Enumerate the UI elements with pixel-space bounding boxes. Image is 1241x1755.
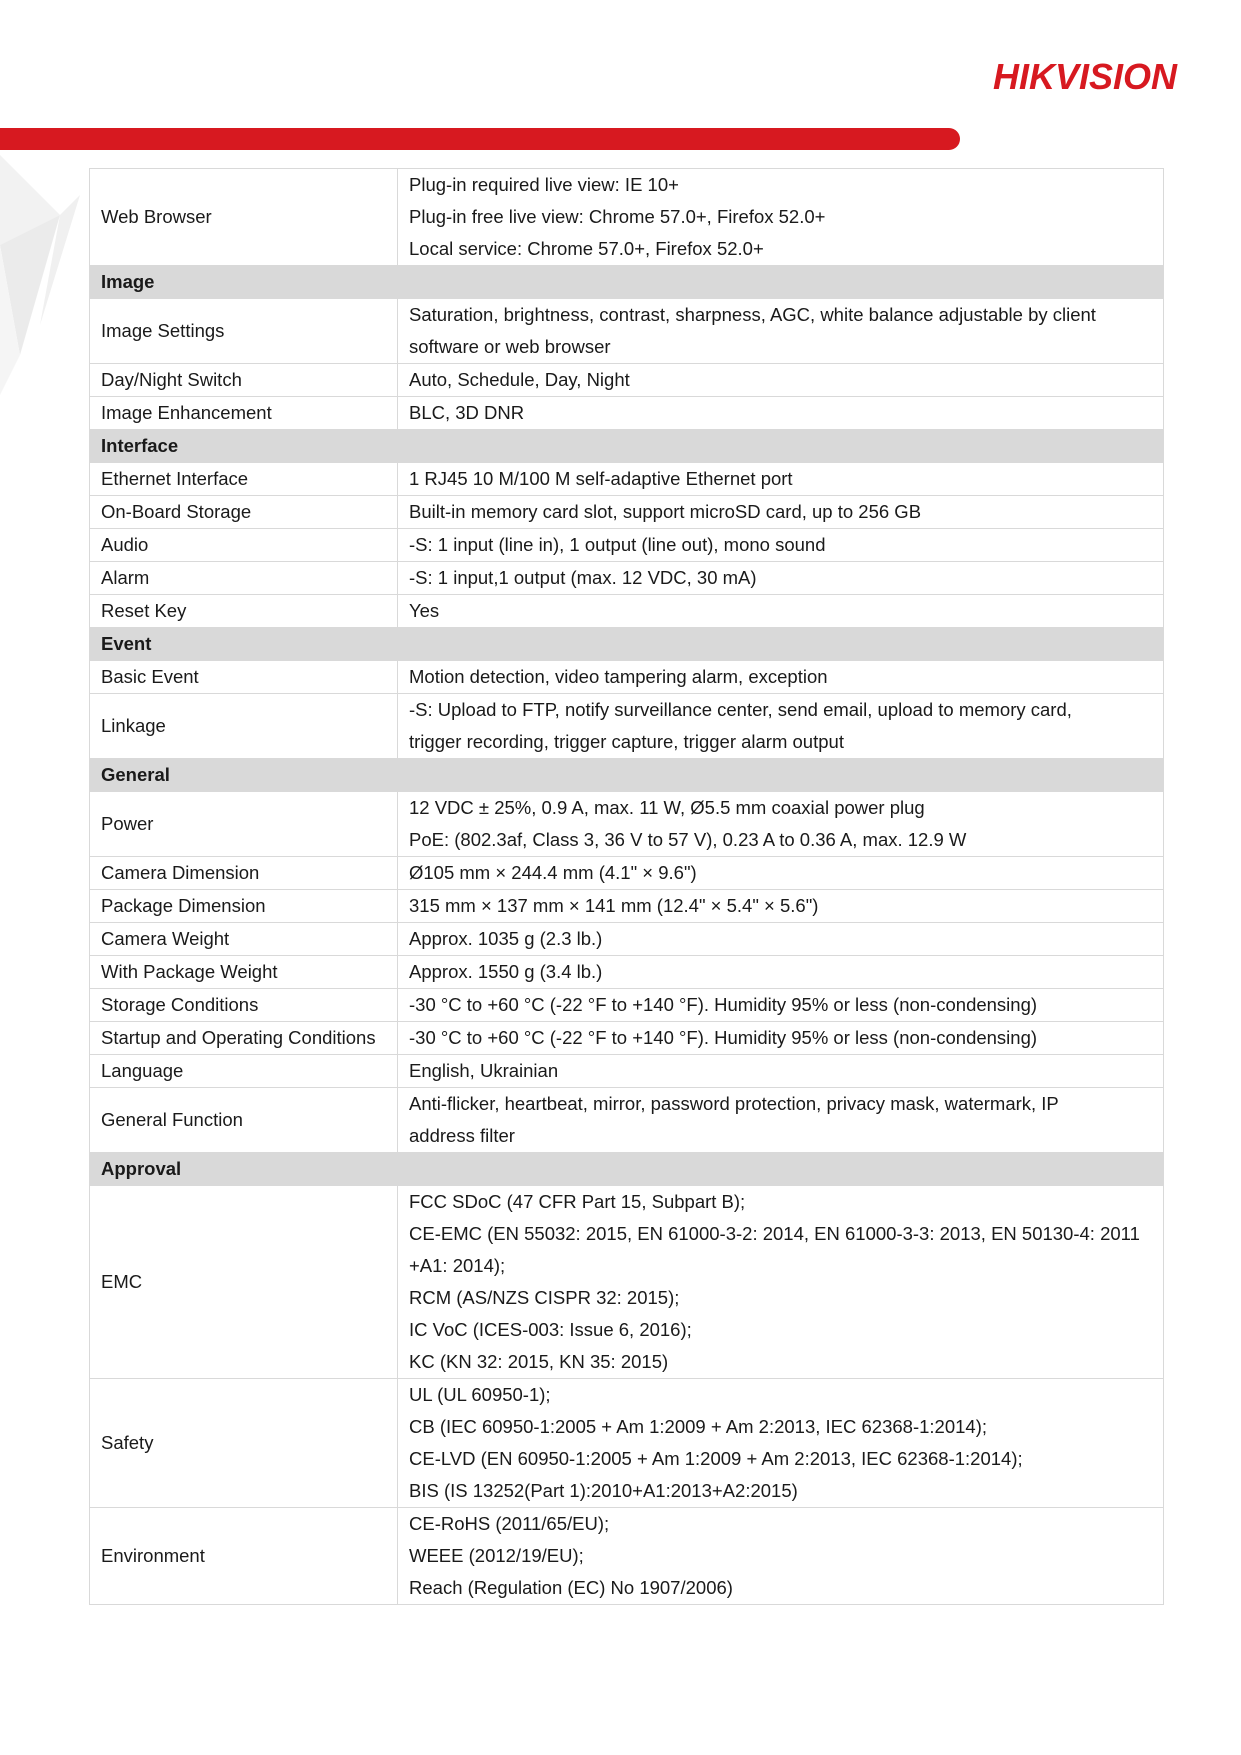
- section-title: Image: [90, 266, 1164, 299]
- spec-value-line: Ø105 mm × 244.4 mm (4.1" × 9.6"): [409, 862, 697, 883]
- header-red-bar: [0, 128, 960, 150]
- spec-value-line: Local service: Chrome 57.0+, Firefox 52.0+: [409, 238, 764, 259]
- spec-row: [90, 463, 1164, 496]
- spec-value: [398, 661, 1164, 694]
- spec-value-line: -S: 1 input (line in), 1 output (line out), mono sound: [409, 534, 826, 555]
- spec-value-line: Motion detection, video tampering alarm, exception: [409, 666, 828, 687]
- spec-value-line: FCC SDoC (47 CFR Part 15, Subpart B);: [409, 1191, 746, 1212]
- spec-value-line: English, Ukrainian: [409, 1060, 559, 1081]
- spec-value-line: 1 RJ45 10 M/100 M self-adaptive Ethernet port: [409, 468, 793, 489]
- spec-label: Safety: [90, 1379, 398, 1508]
- hikvision-logo-text: HIKVISION: [992, 56, 1177, 97]
- spec-label: Storage Conditions: [90, 989, 398, 1022]
- spec-row: [90, 595, 1164, 628]
- spec-row: [90, 1186, 1164, 1379]
- spec-value-line: 315 mm × 137 mm × 141 mm (12.4" × 5.4" × 5.6"): [409, 895, 819, 916]
- spec-value: [398, 923, 1164, 956]
- spec-value: [398, 463, 1164, 496]
- spec-value-line: RCM (AS/NZS CISPR 32: 2015);: [409, 1287, 680, 1308]
- watermark-triangles: [0, 155, 80, 395]
- spec-value: [398, 1508, 1164, 1605]
- section-header-row: [90, 430, 1164, 463]
- spec-value-line: Auto, Schedule, Day, Night: [409, 369, 630, 390]
- spec-value: [398, 1379, 1164, 1508]
- spec-row: [90, 792, 1164, 857]
- spec-value: [398, 364, 1164, 397]
- spec-value: [398, 857, 1164, 890]
- section-title: Approval: [90, 1153, 1164, 1186]
- spec-value-line: KC (KN 32: 2015, KN 35: 2015): [409, 1351, 669, 1372]
- spec-value: [398, 169, 1164, 266]
- spec-label: General Function: [90, 1088, 398, 1153]
- spec-value: [398, 529, 1164, 562]
- spec-row: [90, 661, 1164, 694]
- spec-value-line: Anti-flicker, heartbeat, mirror, password protection, privacy mask, watermark, IP: [409, 1093, 1059, 1114]
- spec-row: [90, 694, 1164, 759]
- spec-label: Image Settings: [90, 299, 398, 364]
- section-header-row: [90, 266, 1164, 299]
- spec-label: Camera Weight: [90, 923, 398, 956]
- spec-label: On-Board Storage: [90, 496, 398, 529]
- spec-label: Basic Event: [90, 661, 398, 694]
- spec-row: [90, 529, 1164, 562]
- spec-value: [398, 956, 1164, 989]
- spec-value-line: CE-LVD (EN 60950-1:2005 + Am 1:2009 + Am 2:2013, IEC 62368-1:2014);: [409, 1448, 1023, 1469]
- spec-row: [90, 496, 1164, 529]
- spec-value: [398, 299, 1164, 364]
- spec-label: Web Browser: [90, 169, 398, 266]
- spec-value-line: -S: Upload to FTP, notify surveillance center, send email, upload to memory card,: [409, 699, 1072, 720]
- spec-label: Camera Dimension: [90, 857, 398, 890]
- spec-row: [90, 397, 1164, 430]
- spec-row: [90, 890, 1164, 923]
- spec-value-line: -30 °C to +60 °C (-22 °F to +140 °F). Humidity 95% or less (non-condensing): [409, 994, 1038, 1015]
- spec-value: [398, 1088, 1164, 1153]
- spec-row: [90, 956, 1164, 989]
- specification-table: [89, 168, 1164, 1605]
- spec-value-line: CE-RoHS (2011/65/EU);: [409, 1513, 610, 1534]
- spec-row: [90, 1508, 1164, 1605]
- section-header-row: [90, 759, 1164, 792]
- spec-label: Power: [90, 792, 398, 857]
- section-header-row: [90, 1153, 1164, 1186]
- spec-row: [90, 923, 1164, 956]
- spec-row: [90, 364, 1164, 397]
- spec-value-line: Saturation, brightness, contrast, sharpness, AGC, white balance adjustable by client: [409, 304, 1096, 325]
- spec-value-line: Plug-in free live view: Chrome 57.0+, Firefox 52.0+: [409, 206, 826, 227]
- spec-row: [90, 562, 1164, 595]
- spec-value: [398, 1186, 1164, 1379]
- spec-value-line: software or web browser: [409, 336, 611, 357]
- spec-label: Ethernet Interface: [90, 463, 398, 496]
- spec-value-line: IC VoC (ICES-003: Issue 6, 2016);: [409, 1319, 692, 1340]
- spec-row: [90, 299, 1164, 364]
- spec-value-line: WEEE (2012/19/EU);: [409, 1545, 584, 1566]
- spec-value-line: Built-in memory card slot, support microSD card, up to 256 GB: [409, 501, 922, 522]
- spec-row: [90, 857, 1164, 890]
- spec-value: [398, 890, 1164, 923]
- spec-value-line: UL (UL 60950-1);: [409, 1384, 551, 1405]
- hikvision-logo: [941, 54, 1181, 98]
- spec-label: Startup and Operating Conditions: [90, 1022, 398, 1055]
- spec-value: [398, 1055, 1164, 1088]
- spec-row: [90, 1379, 1164, 1508]
- spec-row: [90, 1088, 1164, 1153]
- spec-label: Package Dimension: [90, 890, 398, 923]
- spec-value-line: BIS (IS 13252(Part 1):2010+A1:2013+A2:2015): [409, 1480, 798, 1501]
- spec-label: Day/Night Switch: [90, 364, 398, 397]
- spec-label: Environment: [90, 1508, 398, 1605]
- spec-label: With Package Weight: [90, 956, 398, 989]
- spec-label: EMC: [90, 1186, 398, 1379]
- spec-value-line: Approx. 1035 g (2.3 lb.): [409, 928, 603, 949]
- spec-row: [90, 1055, 1164, 1088]
- section-title: Interface: [90, 430, 1164, 463]
- spec-label: Alarm: [90, 562, 398, 595]
- spec-value-line: CE-EMC (EN 55032: 2015, EN 61000-3-2: 2014, EN 61000-3-3: 2013, EN 50130-4: 2011: [409, 1223, 1140, 1244]
- spec-label: Audio: [90, 529, 398, 562]
- spec-value: [398, 496, 1164, 529]
- spec-value: [398, 989, 1164, 1022]
- spec-row: [90, 1022, 1164, 1055]
- spec-value-line: address filter: [409, 1125, 515, 1146]
- spec-value-line: 12 VDC ± 25%, 0.9 A, max. 11 W, Ø5.5 mm coaxial power plug: [409, 797, 925, 818]
- spec-value: [398, 694, 1164, 759]
- section-title: Event: [90, 628, 1164, 661]
- spec-label: Linkage: [90, 694, 398, 759]
- spec-label: Image Enhancement: [90, 397, 398, 430]
- spec-row: [90, 169, 1164, 266]
- spec-label: Reset Key: [90, 595, 398, 628]
- spec-value: [398, 397, 1164, 430]
- spec-value-line: +A1: 2014);: [409, 1255, 506, 1276]
- spec-value-line: trigger recording, trigger capture, trigger alarm output: [409, 731, 844, 752]
- section-header-row: [90, 628, 1164, 661]
- spec-value-line: -S: 1 input,1 output (max. 12 VDC, 30 mA): [409, 567, 757, 588]
- section-title: General: [90, 759, 1164, 792]
- spec-value: [398, 562, 1164, 595]
- spec-value: [398, 1022, 1164, 1055]
- spec-value-line: -30 °C to +60 °C (-22 °F to +140 °F). Humidity 95% or less (non-condensing): [409, 1027, 1038, 1048]
- spec-label: Language: [90, 1055, 398, 1088]
- spec-value-line: Yes: [409, 600, 440, 621]
- spec-value-line: Approx. 1550 g (3.4 lb.): [409, 961, 603, 982]
- spec-value-line: Plug-in required live view: IE 10+: [409, 174, 679, 195]
- spec-value-line: Reach (Regulation (EC) No 1907/2006): [409, 1577, 733, 1598]
- spec-row: [90, 989, 1164, 1022]
- spec-value: [398, 792, 1164, 857]
- spec-value-line: PoE: (802.3af, Class 3, 36 V to 57 V), 0.23 A to 0.36 A, max. 12.9 W: [409, 829, 967, 850]
- spec-value-line: CB (IEC 60950-1:2005 + Am 1:2009 + Am 2:2013, IEC 62368-1:2014);: [409, 1416, 987, 1437]
- spec-value: [398, 595, 1164, 628]
- spec-value-line: BLC, 3D DNR: [409, 402, 525, 423]
